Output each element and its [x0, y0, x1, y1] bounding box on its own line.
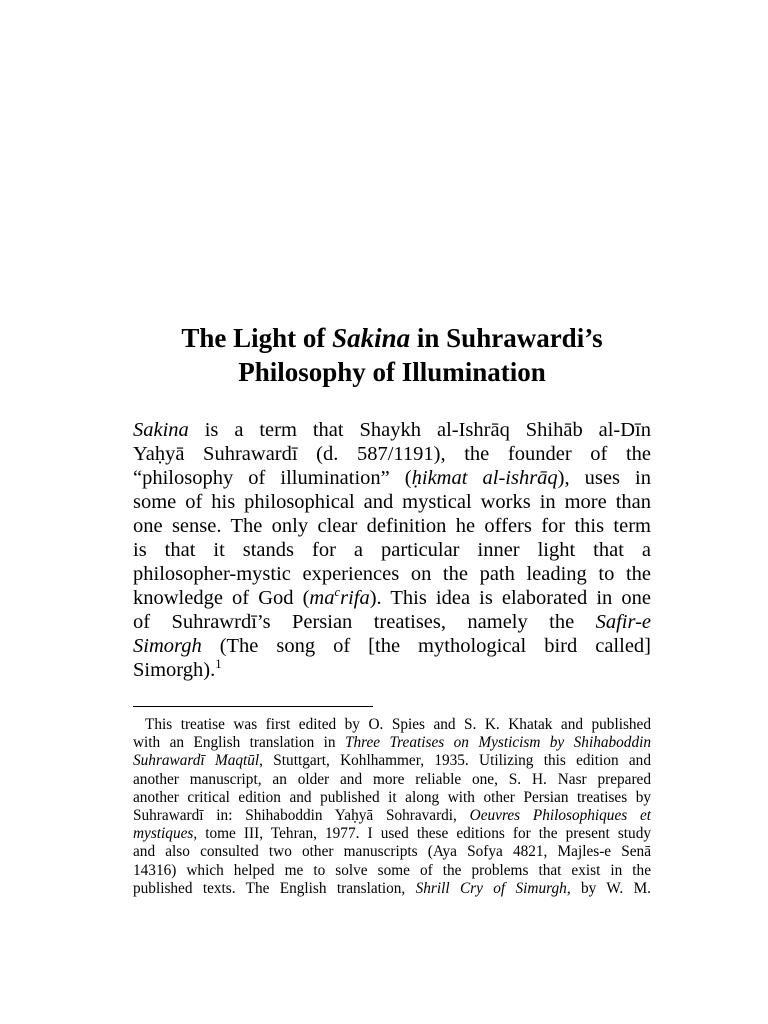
italic-term: ḥikmat al-ishrāq: [411, 467, 558, 489]
footnote-text-span: with an English translation in: [133, 734, 345, 752]
footnote-divider: [133, 706, 373, 707]
footnote-line: [133, 752, 651, 770]
body-line: Yaḥyā Suhrawardī (d. 587/1191), the founder of the: [133, 443, 651, 465]
italic-title: Three Treatises on Mysticism by Shihaboddin: [344, 734, 651, 752]
footnote-line: another critical edition and published it along with other Persian treatises by: [133, 788, 651, 806]
footnote-text-span: , tome III, Tehran, 1977. I used these editions for the present study: [193, 825, 651, 843]
italic-term: Sakina: [133, 419, 189, 441]
footnote-line: [133, 734, 651, 752]
title-line-2: Philosophy of Illumination: [238, 357, 546, 387]
body-line: one sense. The only clear definition he offers for this term: [133, 515, 651, 537]
body-line: is that it stands for a particular inner light that a: [133, 539, 651, 561]
footnote-text-span: , by W. M.: [566, 879, 652, 897]
title-italic-term: Sakina: [332, 323, 411, 353]
italic-title: Suhrawardī Maqtūl: [133, 752, 260, 770]
italic-term: Safir-e: [595, 611, 651, 633]
page-title: [100, 321, 684, 389]
italic-title: mystiques: [133, 825, 194, 843]
body-line: [133, 658, 651, 682]
italic-term: [309, 587, 369, 609]
footnote-line: [133, 880, 651, 898]
italic-part: ma: [309, 587, 335, 609]
italic-part: rifa: [340, 587, 370, 609]
footnote-marker[interactable]: 1: [215, 657, 222, 672]
italic-term: Simorgh: [133, 635, 202, 657]
italic-title: Oeuvres Philosophiques et: [469, 807, 652, 825]
body-line: [133, 610, 651, 634]
body-text-span: ). This idea is elaborated in one: [369, 587, 651, 609]
body-line: some of his philosophical and mystical works in more than: [133, 491, 651, 513]
body-paragraph: [133, 418, 651, 682]
body-text-span: (The song of [the mythological bird called]: [201, 635, 651, 657]
body-line: [133, 634, 651, 658]
footnote-text-span: Suhrawardī in: Shihaboddin Yaḥyā Sohravardi,: [133, 807, 470, 825]
body-text-span: Simorgh).: [133, 659, 216, 681]
body-line: philosopher-mystic experiences on the path leading to the: [133, 563, 651, 585]
title-line-1: [100, 321, 684, 355]
body-line: [133, 586, 651, 610]
title-text: in Suhrawardi’s: [410, 323, 603, 353]
footnote-line: another manuscript, an older and more reliable one, S. H. Nasr prepared: [133, 770, 651, 788]
body-text-span: ), uses in: [557, 467, 651, 489]
body-text-span: of Suhrawrdī’s Persian treatises, namely the: [133, 611, 596, 633]
footnote-line: [133, 807, 651, 825]
footnote-line: and also consulted two other manuscripts (Aya Sofya 4821, Majles-e Senā: [133, 843, 651, 861]
body-line: [133, 466, 651, 490]
body-line: [133, 418, 651, 442]
superscript: c: [334, 585, 341, 600]
body-text-span: is a term that Shaykh al-Ishrāq Shihāb al-Dīn: [188, 419, 651, 441]
footnote-line: 14316) which helped me to solve some of the problems that exist in the: [133, 861, 651, 879]
title-text: The Light of: [181, 323, 333, 353]
footnote-text-span: , Stuttgart, Kohlhammer, 1935. Utilizing this edition and: [259, 752, 651, 770]
body-text-span: knowledge of God (: [133, 587, 310, 609]
footnote-line: This treatise was first edited by O. Spies and S. K. Khatak and published: [145, 716, 651, 733]
footnote-line: [133, 825, 651, 843]
italic-title: Shrill Cry of Simurgh: [415, 879, 567, 897]
footnote: [133, 716, 651, 898]
footnote-text-span: published texts. The English translation,: [133, 879, 416, 897]
body-text-span: “philosophy of illumination” (: [133, 467, 412, 489]
